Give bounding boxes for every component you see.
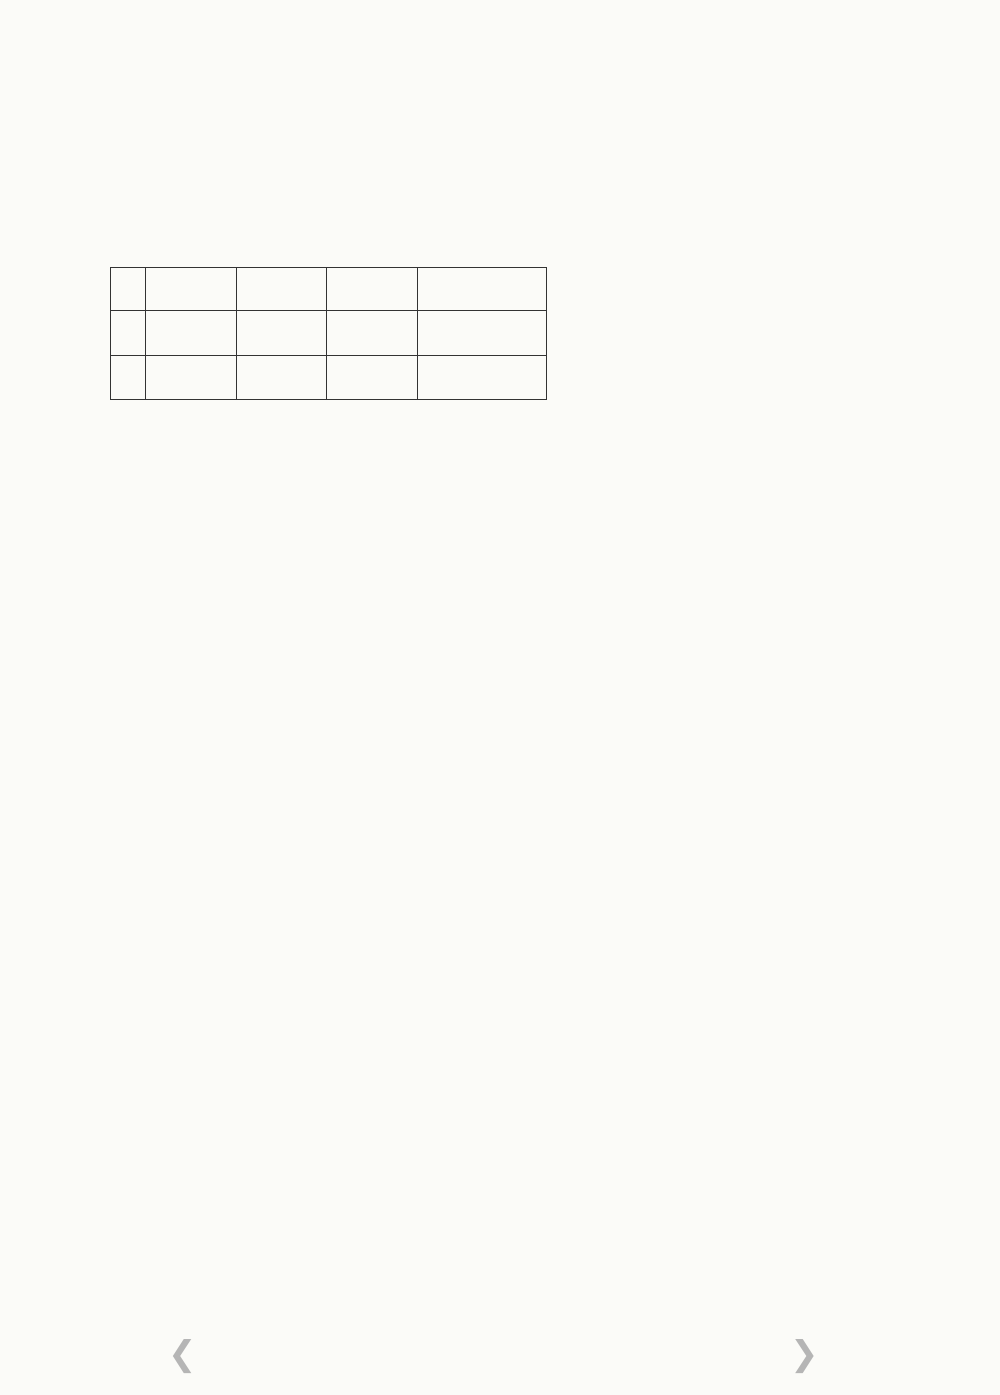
table-cell (111, 311, 146, 356)
table-header (146, 268, 237, 311)
line-chart (580, 198, 910, 438)
table-row (111, 355, 547, 400)
table-cell (146, 311, 237, 356)
table-header (111, 268, 146, 311)
table-cell (418, 311, 547, 356)
table-cell (327, 355, 418, 400)
table-cell (236, 311, 327, 356)
table-cell (111, 355, 146, 400)
table-header (418, 268, 547, 311)
table-cell (146, 355, 237, 400)
table-row (111, 311, 547, 356)
previous-page-arrow-icon: ❮ (168, 1334, 197, 1374)
table-cell (418, 355, 547, 400)
next-page-arrow-icon: ❯ (790, 1334, 819, 1374)
table-cell (327, 311, 418, 356)
table-cell (236, 355, 327, 400)
table-header (236, 268, 327, 311)
table-header (327, 268, 418, 311)
statistics-table (110, 267, 547, 400)
watermark-logo (848, 1320, 988, 1390)
